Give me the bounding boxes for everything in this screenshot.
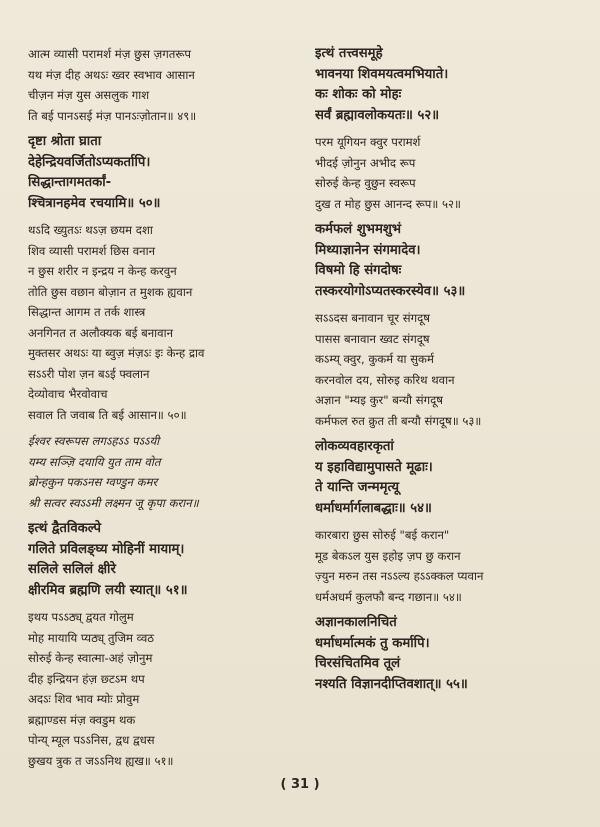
verse-line: गलिते प्रविलङ्घ्य मोहिनीं मायाम्।: [28, 541, 185, 557]
verse-line: धर्मअधर्म कुलफौ बन्द गछान॥ ५४॥: [315, 589, 462, 604]
verse-line: मोह मायायि प्यठ्य् तुजिम व्वठ: [28, 630, 154, 645]
verse-line: श्चित्रानहमेव रचयामि॥ ५०॥: [28, 195, 161, 211]
verse-line: सऽऽदस बनावान चूर संगदूष: [315, 311, 430, 325]
verse-line: यथ मंज़ दीह अथऽः ख्वर स्वभाव आसान: [28, 67, 195, 82]
verse-line: सऽऽरी पोश ज़न बऽई फ्वलान: [28, 366, 150, 381]
page-number: ( 31 ): [280, 777, 320, 792]
verse-line: अदऽः शिव भाव म्योः प्रोवुम: [28, 692, 140, 706]
verse-line: कर्मफलं शुभमशुभं: [315, 222, 402, 237]
kashmiri-verse: [28, 431, 298, 513]
verse-line: अनगिनत त अलौक्यक बई बनावान: [28, 325, 174, 340]
sanskrit-verse: [28, 132, 298, 214]
verse-line: कर्मफल रुत क्रुत ती बन्यौ संगदूष॥ ५३॥: [315, 413, 482, 428]
verse-line: मुक्तसर अथऽः या ब्वुज़ मंज़ऽः इः केन्ह द्राव: [28, 346, 205, 360]
verse-line: सोरुई केन्ह स्वात्मा-अहं ज़ोनुम: [28, 651, 153, 665]
sanskrit-verse: [315, 613, 585, 695]
verse-line: छुखय त्रुक त जऽऽनिथ ह्यख॥ ५१॥: [28, 753, 174, 768]
verse-line: श्री सत्वर स्वऽऽमी लक्ष्मन जू कृपा करान॥: [28, 495, 199, 510]
verse-line: लोकव्यवहारकृतां: [315, 439, 394, 454]
sanskrit-verse: [315, 44, 585, 126]
verse-line: सोरुई केन्ह वुछुन स्वरूप: [315, 176, 416, 190]
verse-line: सिद्धान्त आगम त तर्क शास्त्र: [28, 305, 146, 319]
verse-line: य इहाविद्यामुपासते मूढाः।: [315, 459, 433, 475]
verse-line: अज्ञानकालनिचितं: [315, 615, 397, 630]
right-column: [315, 44, 585, 701]
verse-line: पोन्य् म्यूल पऽऽनिस, द्वध द्वधस: [28, 733, 155, 747]
sanskrit-verse: [315, 220, 585, 302]
verse-line: ब्रह्माण्डस मंज़ क्वडुम थक: [28, 712, 136, 727]
verse-line: दुख त मोह छुस आनन्द रूप॥ ५२॥: [315, 196, 461, 211]
verse-line: इत्थं तत्त्वसमूहे: [315, 46, 383, 61]
verse-line: यम्य सञ्ज़ि दयायि युत ताम वोत: [28, 454, 161, 469]
verse-line: थऽदि ख्युतऽः थऽज़ छयम दशा: [28, 223, 153, 237]
kashmiri-verse: [315, 132, 585, 214]
verse-line: इथय पऽऽठ्य् द्वयत गोलुम: [28, 610, 134, 624]
verse-line: तस्करयोगोऽप्यतस्करस्येव॥ ५३॥: [315, 283, 466, 299]
kashmiri-verse: [28, 607, 298, 771]
verse-line: सिद्धान्तागमतर्कां-: [28, 175, 112, 190]
verse-line: विषमो हि संगदोषः: [315, 263, 402, 278]
verse-line: मूड बेकऽल युस इहोइ ज़प छु करान: [315, 548, 461, 563]
verse-line: ईश्वर स्वरूपस लगऽहऽऽ पऽऽयी: [28, 434, 160, 448]
verse-line: ज़्युन मरुन तस नऽऽल्य हऽऽक्कल प्यवान: [315, 569, 484, 583]
verse-line: अज्ञान "म्यइ कुर" बन्यौ संगदूष: [315, 393, 443, 407]
verse-line: तोति छुस वछान बोज़ान त मुशक ह्यवान: [28, 284, 193, 299]
verse-line: ति बई पानऽसई मंज़ पानऽःज़ोतान॥ ४९॥: [28, 108, 197, 123]
verse-line: ब्रोन्हकुन पकऽनस ग्वण्डुन कमर: [28, 475, 158, 489]
verse-line: सर्वं ब्रह्मावलोकयतः॥ ५२॥: [315, 107, 440, 123]
verse-line: परम यूगियन क्वुर परामर्श: [315, 135, 421, 149]
verse-line: ते यान्ति जन्ममृत्यू: [315, 480, 399, 495]
verse-line: कऽम्य् क्वुर, कुकर्म या सुकर्म: [315, 352, 434, 366]
kashmiri-verse: [28, 44, 298, 126]
verse-line: कारबारा छुस सोरुई "बई करान": [315, 528, 450, 542]
verse-line: देव्योवाच भैरवोवाच: [28, 387, 108, 401]
sanskrit-verse: [28, 519, 298, 601]
verse-line: धर्माधर्मार्गलाबद्धाः॥ ५४॥: [315, 500, 432, 516]
verse-line: दीह इन्द्रियन हंज़ छ्टऽम थप: [28, 671, 145, 686]
verse-line: पासस बनावान ख्वट संगदूष: [315, 331, 430, 346]
verse-line: करनवोल दय, सोरुइ करिथ थवान: [315, 372, 455, 387]
kashmiri-verse: [28, 220, 298, 425]
verse-line: कः शोकः को मोहः: [315, 87, 402, 102]
verse-line: भावनया शिवमयत्वमभियाते।: [315, 66, 449, 82]
verse-line: चीज़न मंज़ युस असलुक गाश: [28, 88, 150, 102]
verse-line: भीदई ज़ोनुन अभीद रूप: [315, 155, 416, 170]
verse-line: दृष्टा श्रोता घ्राता: [28, 134, 102, 149]
verse-line: आत्म व्यासी परामर्श मंज़ छुस ज़गतरूप: [28, 47, 191, 61]
verse-line: सलिले सलिलं क्षीरे: [28, 562, 116, 577]
verse-line: सवाल ति जवाब ति बई आसान॥ ५०॥: [28, 407, 187, 422]
verse-line: इत्थं द्वैतविकल्पे: [28, 521, 101, 536]
kashmiri-verse: [315, 308, 585, 431]
verse-line: देहेन्द्रियवर्जितोऽप्यकर्तापि।: [28, 154, 151, 170]
sanskrit-verse: [315, 437, 585, 519]
kashmiri-verse: [315, 525, 585, 607]
verse-line: क्षीरमिव ब्रह्मणि लयी स्यात्॥ ५१॥: [28, 582, 188, 598]
verse-line: नश्यति विज्ञानदीप्तिवशात्॥ ५५॥: [315, 676, 468, 692]
verse-line: न छुस शरीर न इन्द्रय न केन्ह करवुन: [28, 264, 177, 278]
verse-line: चिरसंचितमिव तूलं: [315, 656, 401, 671]
verse-line: शिव व्यासी परामर्श छिस वनान: [28, 243, 156, 258]
verse-line: मिथ्याज्ञानेन संगमादेव।: [315, 242, 421, 258]
verse-line: धर्माधर्मात्मकं तु कर्मापि।: [315, 635, 430, 651]
left-column: [28, 44, 298, 777]
